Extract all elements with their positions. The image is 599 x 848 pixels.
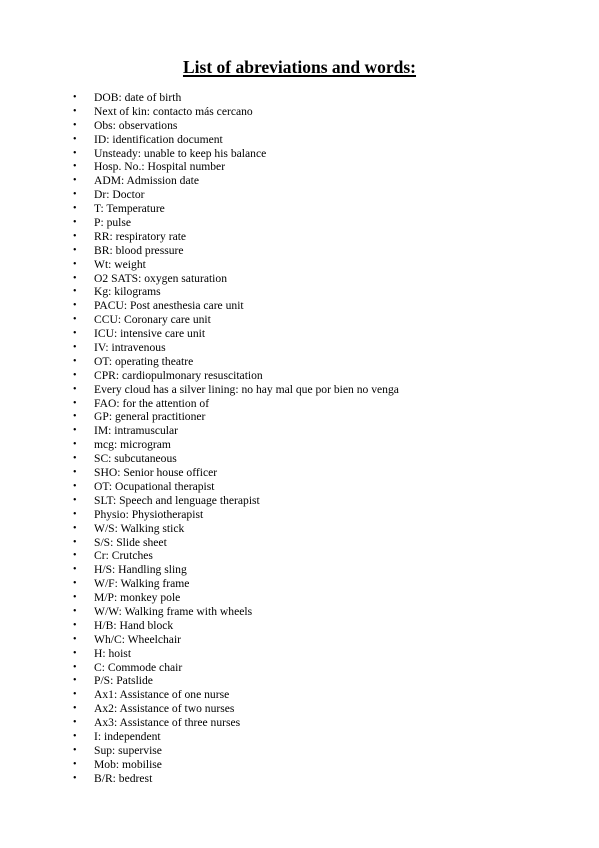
list-item [70, 730, 399, 744]
list-item [70, 133, 399, 147]
bullet-icon: • [73, 758, 77, 770]
list-item [70, 563, 399, 577]
list-item [70, 647, 399, 661]
bullet-icon: • [73, 230, 77, 242]
list-item-text: Next of kin: contacto más cercano [94, 104, 253, 118]
list-item-text: Mob: mobilise [94, 757, 162, 771]
list-item [70, 105, 399, 119]
bullet-icon: • [73, 744, 77, 756]
bullet-icon: • [73, 203, 77, 215]
list-item-text: Ax3: Assistance of three nurses [94, 716, 241, 730]
list-item-text: Wt: weight [94, 257, 146, 271]
list-item-text: Every cloud has a silver lining: no hay mal que por bien no venga [94, 382, 399, 396]
list-item [70, 619, 399, 633]
list-item-text: OT: operating theatre [94, 354, 194, 368]
list-item-text: IM: intramuscular [94, 424, 179, 438]
list-item-text: IV: intravenous [94, 341, 166, 355]
list-item-text: H: hoist [94, 646, 132, 660]
bullet-icon: • [73, 411, 77, 423]
list-item [70, 452, 399, 466]
bullet-icon: • [73, 383, 77, 395]
list-item-text: Dr: Doctor [94, 188, 145, 202]
bullet-icon: • [73, 661, 77, 673]
bullet-icon: • [73, 133, 77, 145]
bullet-icon: • [73, 425, 77, 437]
list-item [70, 410, 399, 424]
bullet-icon: • [73, 147, 77, 159]
list-item-text: Kg: kilograms [94, 285, 161, 299]
bullet-icon: • [73, 105, 77, 117]
list-item-text: Cr: Crutches [94, 549, 153, 563]
list-item [70, 688, 399, 702]
list-item-text: S/S: Slide sheet [94, 535, 167, 549]
list-item-text: ADM: Admission date [94, 174, 199, 188]
list-item [70, 549, 399, 563]
bullet-icon: • [73, 536, 77, 548]
bullet-icon: • [73, 439, 77, 451]
list-item-text: CPR: cardiopulmonary resuscitation [94, 368, 263, 382]
list-item-text: ICU: intensive care unit [94, 327, 206, 341]
list-item [70, 258, 399, 272]
list-item [70, 299, 399, 313]
bullet-icon: • [73, 703, 77, 715]
list-item-text: GP: general practitioner [94, 410, 206, 424]
list-item-text: I: independent [94, 729, 161, 743]
page-title: List of abreviations and words: [182, 57, 417, 77]
bullet-icon: • [73, 480, 77, 492]
list-item [70, 744, 399, 758]
bullet-icon: • [73, 300, 77, 312]
list-item-text: Sup: supervise [94, 743, 162, 757]
list-item [70, 355, 399, 369]
list-item [70, 160, 399, 174]
list-item-text: RR: respiratory rate [94, 229, 187, 243]
list-item [70, 536, 399, 550]
bullet-icon: • [73, 689, 77, 701]
bullet-icon: • [73, 92, 77, 103]
list-item [70, 605, 399, 619]
list-item-text: OT: Ocupational therapist [94, 479, 215, 493]
list-item [70, 216, 399, 230]
list-item [70, 480, 399, 494]
bullet-icon: • [73, 522, 77, 534]
bullet-icon: • [73, 633, 77, 645]
bullet-icon: • [73, 314, 77, 326]
list-item [70, 522, 399, 536]
bullet-icon: • [73, 730, 77, 742]
list-item-text: BR: blood pressure [94, 243, 184, 257]
bullet-icon: • [73, 369, 77, 381]
list-item-text: SHO: Senior house officer [94, 466, 218, 480]
list-item-text: SLT: Speech and lenguage therapist [94, 493, 260, 507]
list-item [70, 341, 399, 355]
list-item-text: mcg: microgram [94, 438, 171, 452]
bullet-icon: • [73, 355, 77, 367]
list-item-text: SC: subcutaneous [94, 452, 177, 466]
bullet-icon: • [73, 161, 77, 173]
list-item [70, 174, 399, 188]
list-item-text: W/F: Walking frame [94, 577, 190, 591]
bullet-icon: • [73, 397, 77, 409]
bullet-icon: • [73, 564, 77, 576]
list-item-text: Unsteady: unable to keep his balance [94, 146, 267, 160]
bullet-icon: • [73, 772, 77, 784]
list-item-text: Obs: observations [94, 118, 178, 132]
bullet-icon: • [73, 272, 77, 284]
bullet-icon: • [73, 175, 77, 187]
list-item [70, 466, 399, 480]
bullet-icon: • [73, 467, 77, 479]
list-item-text: B/R: bedrest [94, 771, 153, 785]
bullet-icon: • [73, 494, 77, 506]
list-item [70, 230, 399, 244]
list-item [70, 508, 399, 522]
list-item [70, 716, 399, 730]
list-item [70, 327, 399, 341]
list-item-text: H/B: Hand block [94, 618, 174, 632]
list-item [70, 383, 399, 397]
list-item-text: H/S: Handling sling [94, 563, 187, 577]
bullet-icon: • [73, 592, 77, 604]
list-item-text: Wh/C: Wheelchair [94, 632, 182, 646]
bullet-icon: • [73, 619, 77, 631]
list-item-text: PACU: Post anesthesia care unit [94, 299, 244, 313]
bullet-icon: • [73, 453, 77, 465]
list-item-text: M/P: monkey pole [94, 591, 181, 605]
list-item [70, 188, 399, 202]
list-item [70, 397, 399, 411]
bullet-icon: • [73, 258, 77, 270]
list-item [70, 313, 399, 327]
list-item [70, 202, 399, 216]
list-item [70, 369, 399, 383]
list-item-text: C: Commode chair [94, 660, 183, 674]
list-item [70, 758, 399, 772]
list-item [70, 91, 399, 105]
list-item [70, 661, 399, 675]
bullet-icon: • [73, 550, 77, 562]
bullet-icon: • [73, 675, 77, 687]
list-item-text: CCU: Coronary care unit [94, 313, 211, 327]
list-item-text: Ax1: Assistance of one nurse [94, 688, 230, 702]
list-item [70, 702, 399, 716]
list-item-text: Ax2: Assistance of two nurses [94, 702, 235, 716]
bullet-icon: • [73, 508, 77, 520]
list-item [70, 577, 399, 591]
list-item [70, 272, 399, 286]
list-item-text: W/S: Walking stick [94, 521, 185, 535]
list-item-text: FAO: for the attention of [94, 396, 210, 410]
bullet-icon: • [73, 647, 77, 659]
list-item [70, 633, 399, 647]
list-item [70, 772, 399, 786]
list-item-text: Hosp. No.: Hospital number [94, 160, 226, 174]
list-item [70, 119, 399, 133]
bullet-icon: • [73, 286, 77, 298]
abbreviation-list [70, 91, 399, 786]
bullet-icon: • [73, 328, 77, 340]
bullet-icon: • [73, 119, 77, 131]
list-item-text: P: pulse [94, 216, 132, 230]
bullet-icon: • [73, 578, 77, 590]
list-item [70, 438, 399, 452]
bullet-icon: • [73, 244, 77, 256]
list-item-text: P/S: Patslide [94, 674, 153, 688]
list-item [70, 674, 399, 688]
list-item [70, 424, 399, 438]
list-item-text: ID: identification document [94, 132, 223, 146]
bullet-icon: • [73, 217, 77, 229]
bullet-icon: • [73, 342, 77, 354]
bullet-icon: • [73, 717, 77, 729]
list-item [70, 591, 399, 605]
list-item [70, 285, 399, 299]
list-item-text: Physio: Physiotherapist [94, 507, 204, 521]
list-item [70, 147, 399, 161]
list-item-text: O2 SATS: oxygen saturation [94, 271, 227, 285]
list-item [70, 494, 399, 508]
list-item-text: DOB: date of birth [94, 91, 182, 104]
bullet-icon: • [73, 605, 77, 617]
bullet-icon: • [73, 189, 77, 201]
list-item-text: T: Temperature [94, 202, 165, 216]
list-item-text: W/W: Walking frame with wheels [94, 604, 253, 618]
list-item [70, 244, 399, 258]
